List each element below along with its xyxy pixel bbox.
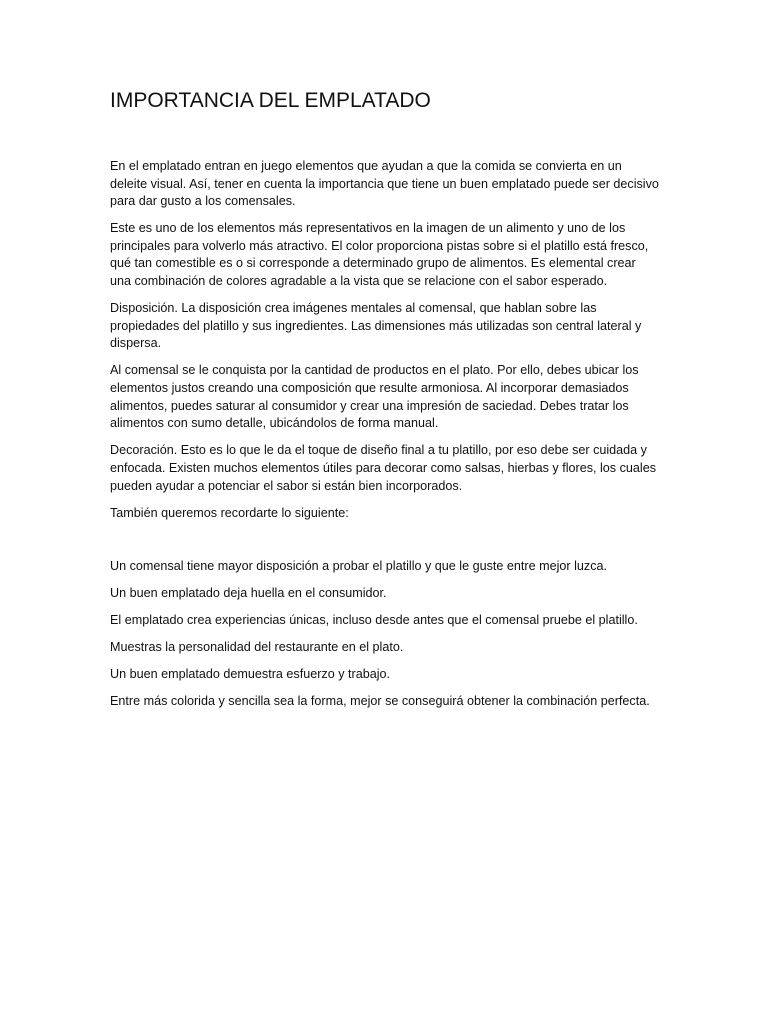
decoration-paragraph: Decoración. Esto es lo que le da el toque de diseño final a tu platillo, por eso debe ser cuidada y enfocada. Existen muchos elementos útiles para decorar como salsas, hierbas y flores, los cuales pueden ayudar a potenciar el sabor si están bien incorporados. (110, 443, 657, 493)
point-item: El emplatado crea experiencias únicas, incluso desde antes que el comensal pruebe el platillo. (110, 612, 638, 627)
point-item: Un comensal tiene mayor disposición a probar el platillo y que le guste entre mejor luzca. (110, 558, 608, 573)
point-item: Un buen emplatado deja huella en el consumidor. (110, 585, 387, 600)
point-item: Un buen emplatado demuestra esfuerzo y trabajo. (110, 667, 391, 682)
point-item: Entre más colorida y sencilla sea la forma, mejor se conseguirá obtener la combinación perfecta. (110, 694, 650, 709)
point-item: Muestras la personalidad del restaurante en el plato. (110, 639, 404, 654)
color-paragraph: Este es uno de los elementos más representativos en la imagen de un alimento y uno de los principales para volverlo más atractivo. El color proporciona pistas sobre si el platillo está fresco, qué tan comestible es o si corresponde a determinado grupo de alimentos. Es elemental crear una combinación de colores agradable a la vista que se relacione con el sabor esperado. (110, 221, 649, 289)
disposition-paragraph: Disposición. La disposición crea imágenes mentales al comensal, que hablan sobre las propiedades del platillo y sus ingredientes. Las dimensiones más utilizadas son central lateral y dispersa. (110, 301, 642, 351)
quantity-paragraph: Al comensal se le conquista por la cantidad de productos en el plato. Por ello, debes ubicar los elementos justos creando una composición que resulte armoniosa. Al incorporar demasiados alimentos, puedes saturar al consumidor y crear una impresión de saciedad. Debes tratar los alimentos con sumo detalle, ubicándolos de forma manual. (110, 363, 639, 431)
reminder-intro: También queremos recordarte lo siguiente: (110, 505, 349, 520)
document-body (110, 88, 660, 720)
intro-paragraph: En el emplatado entran en juego elementos que ayudan a que la comida se convierta en un deleite visual. Así, tener en cuenta la importancia que tiene un buen emplatado puede ser decisivo para dar gusto a los comensales. (110, 159, 659, 209)
section-spacer (110, 532, 660, 558)
document-title: IMPORTANCIA DEL EMPLATADO (110, 89, 431, 112)
